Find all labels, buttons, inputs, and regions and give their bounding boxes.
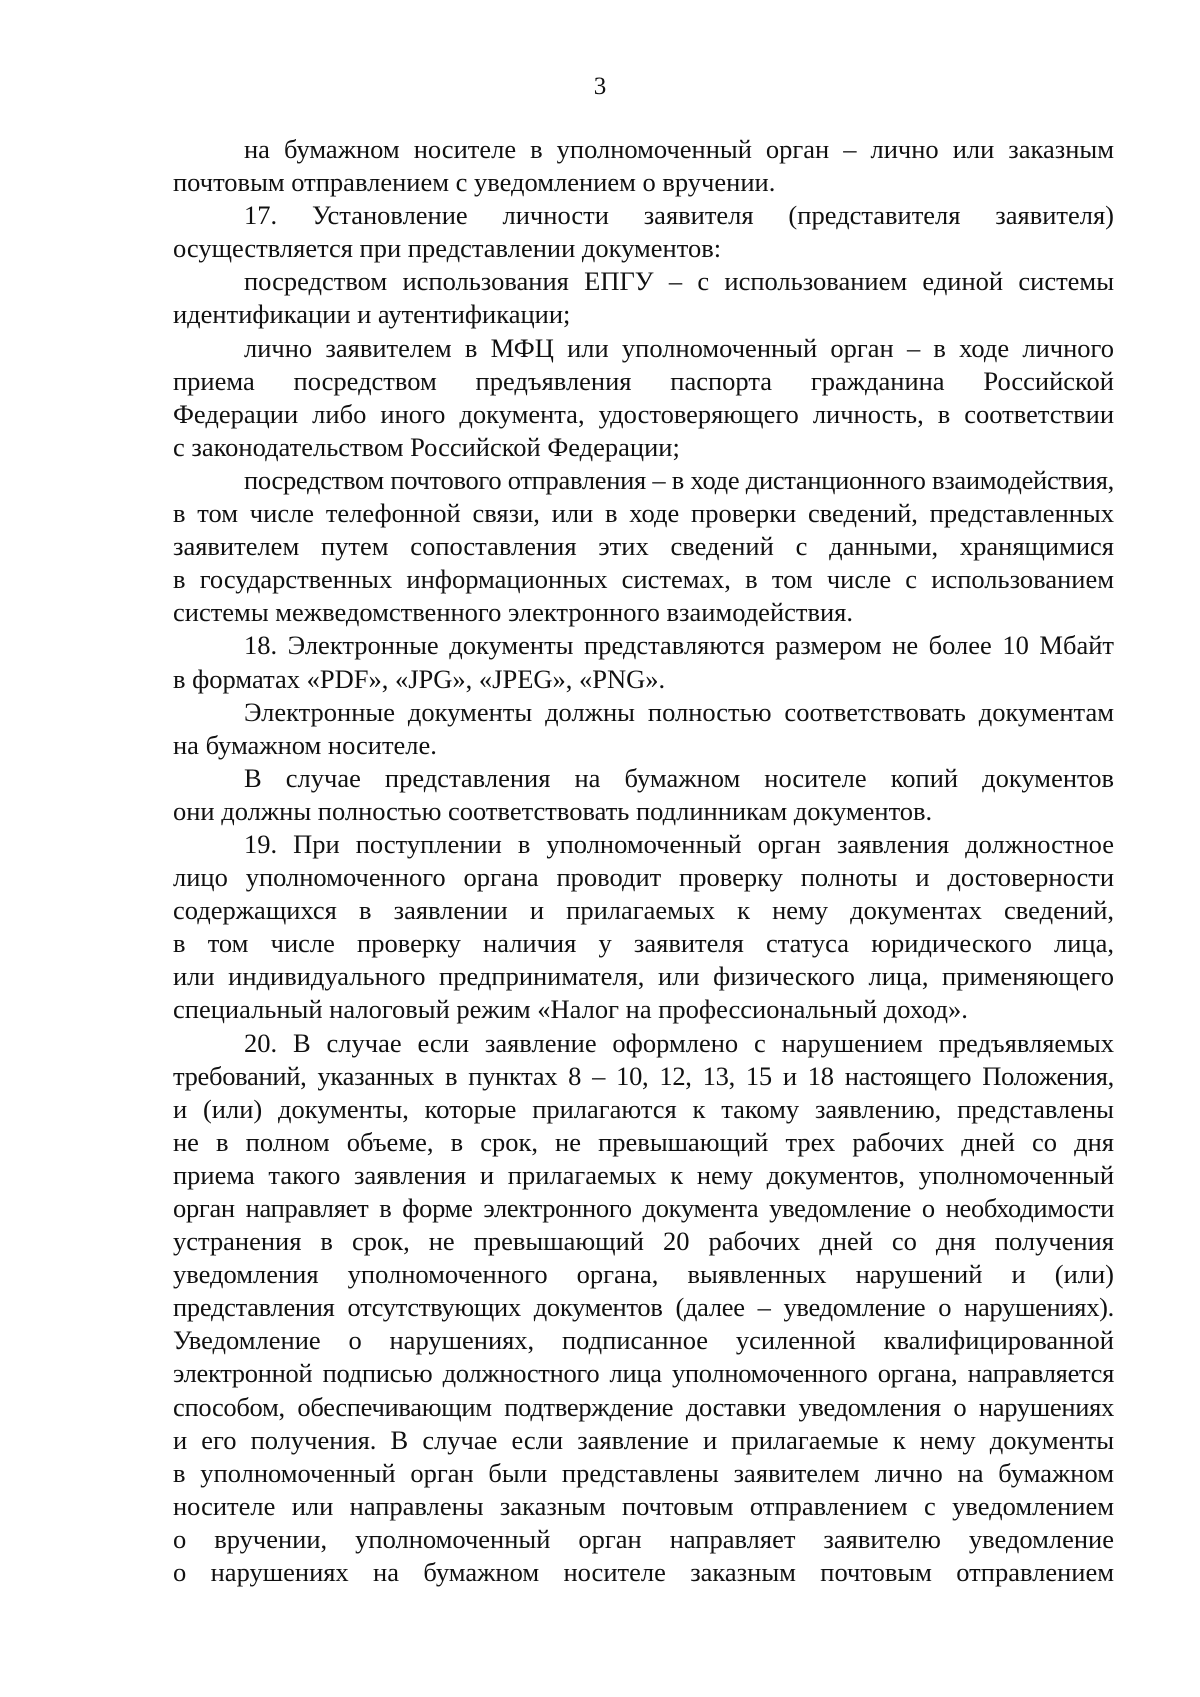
text-line: они должны полностью соответствовать подлинникам документов.: [173, 795, 933, 826]
text-line: о вручении, уполномоченный орган направляет заявителю уведомление: [173, 1523, 1114, 1554]
text-line: содержащихся в заявлении и прилагаемых к нему документах сведений,: [173, 895, 1114, 926]
text-line: приема посредством предъявления паспорта гражданина Российской: [173, 365, 1114, 396]
text-line: представления отсутствующих документов (далее – уведомление о нарушениях).: [173, 1292, 1114, 1323]
text-line: посредством почтового отправления – в ходе дистанционного взаимодействия,: [244, 464, 1114, 495]
text-line: с законодательством Российской Федерации;: [173, 431, 680, 462]
text-line: на бумажном носителе в уполномоченный орган – лично или заказным: [244, 134, 1114, 164]
text-line: и (или) документы, которые прилагаются к такому заявлению, представлены: [173, 1093, 1114, 1124]
text-line: в форматах «PDF», «JPG», «JPEG», «PNG».: [173, 663, 666, 694]
text-line: 19. При поступлении в уполномоченный орган заявления должностное: [244, 828, 1114, 859]
text-line: носителе или направлены заказным почтовым отправлением с уведомлением: [173, 1490, 1114, 1521]
text-line: и его получения. В случае если заявление и прилагаемые к нему документы: [173, 1424, 1114, 1455]
text-line: требований, указанных в пунктах 8 – 10, 12, 13, 15 и 18 настоящего Положения,: [173, 1060, 1114, 1091]
text-line: устранения в срок, не превышающий 20 рабочих дней со дня получения: [173, 1226, 1114, 1257]
text-line: осуществляется при представлении документов:: [173, 233, 722, 264]
text-line: электронной подписью должностного лица уполномоченного органа, направляется: [173, 1358, 1114, 1389]
text-line: в том числе проверку наличия у заявителя статуса юридического лица,: [173, 928, 1114, 959]
text-line: почтовым отправлением с уведомлением о вручении.: [173, 167, 776, 198]
text-line: Уведомление о нарушениях, подписанное усиленной квалифицированной: [173, 1325, 1114, 1356]
text-line: системы межведомственного электронного взаимодействия.: [173, 597, 853, 628]
text-line: посредством использования ЕПГУ – с использованием единой системы: [244, 266, 1114, 297]
text-line: не в полном объеме, в срок, не превышающий трех рабочих дней со дня: [173, 1126, 1114, 1157]
page-number: 3: [593, 73, 607, 100]
text-line: 20. В случае если заявление оформлено с нарушением предъявляемых: [244, 1027, 1114, 1058]
text-line: лично заявителем в МФЦ или уполномоченный орган – в ходе личного: [244, 332, 1114, 363]
text-line: 17. Установление личности заявителя (представителя заявителя): [244, 200, 1114, 231]
text-line: Электронные документы должны полностью соответствовать документам: [244, 696, 1114, 727]
text-line: в том числе телефонной связи, или в ходе проверки сведений, представленных: [173, 498, 1114, 529]
text-line: идентификации и аутентификации;: [173, 299, 571, 330]
text-line: орган направляет в форме электронного документа уведомление о необходимости: [173, 1193, 1114, 1223]
text-line: приема такого заявления и прилагаемых к нему документов, уполномоченный: [173, 1159, 1114, 1190]
text-line: или индивидуального предпринимателя, или физического лица, применяющего: [173, 961, 1114, 992]
text-line: Федерации либо иного документа, удостоверяющего личность, в соответствии: [173, 398, 1114, 429]
text-line: на бумажном носителе.: [173, 729, 437, 760]
document-body: [173, 133, 1114, 1589]
text-line: способом, обеспечивающим подтверждение доставки уведомления о нарушениях: [173, 1391, 1114, 1422]
text-line: лицо уполномоченного органа проводит проверку полноты и достоверности: [173, 862, 1114, 893]
text-line: в государственных информационных системах, в том числе с использованием: [173, 564, 1114, 595]
text-line: о нарушениях на бумажном носителе заказным почтовым отправлением: [173, 1557, 1114, 1588]
text-line: заявителем путем сопоставления этих сведений с данными, хранящимися: [173, 531, 1114, 562]
text-line: В случае представления на бумажном носителе копий документов: [244, 762, 1114, 793]
text-line: уведомления уполномоченного органа, выявленных нарушений и (или): [173, 1259, 1114, 1290]
text-line: специальный налоговый режим «Налог на профессиональный доход».: [173, 994, 968, 1025]
text-line: в уполномоченный орган были представлены заявителем лично на бумажном: [173, 1457, 1114, 1488]
text-line: 18. Электронные документы представляются размером не более 10 Мбайт: [244, 630, 1114, 661]
